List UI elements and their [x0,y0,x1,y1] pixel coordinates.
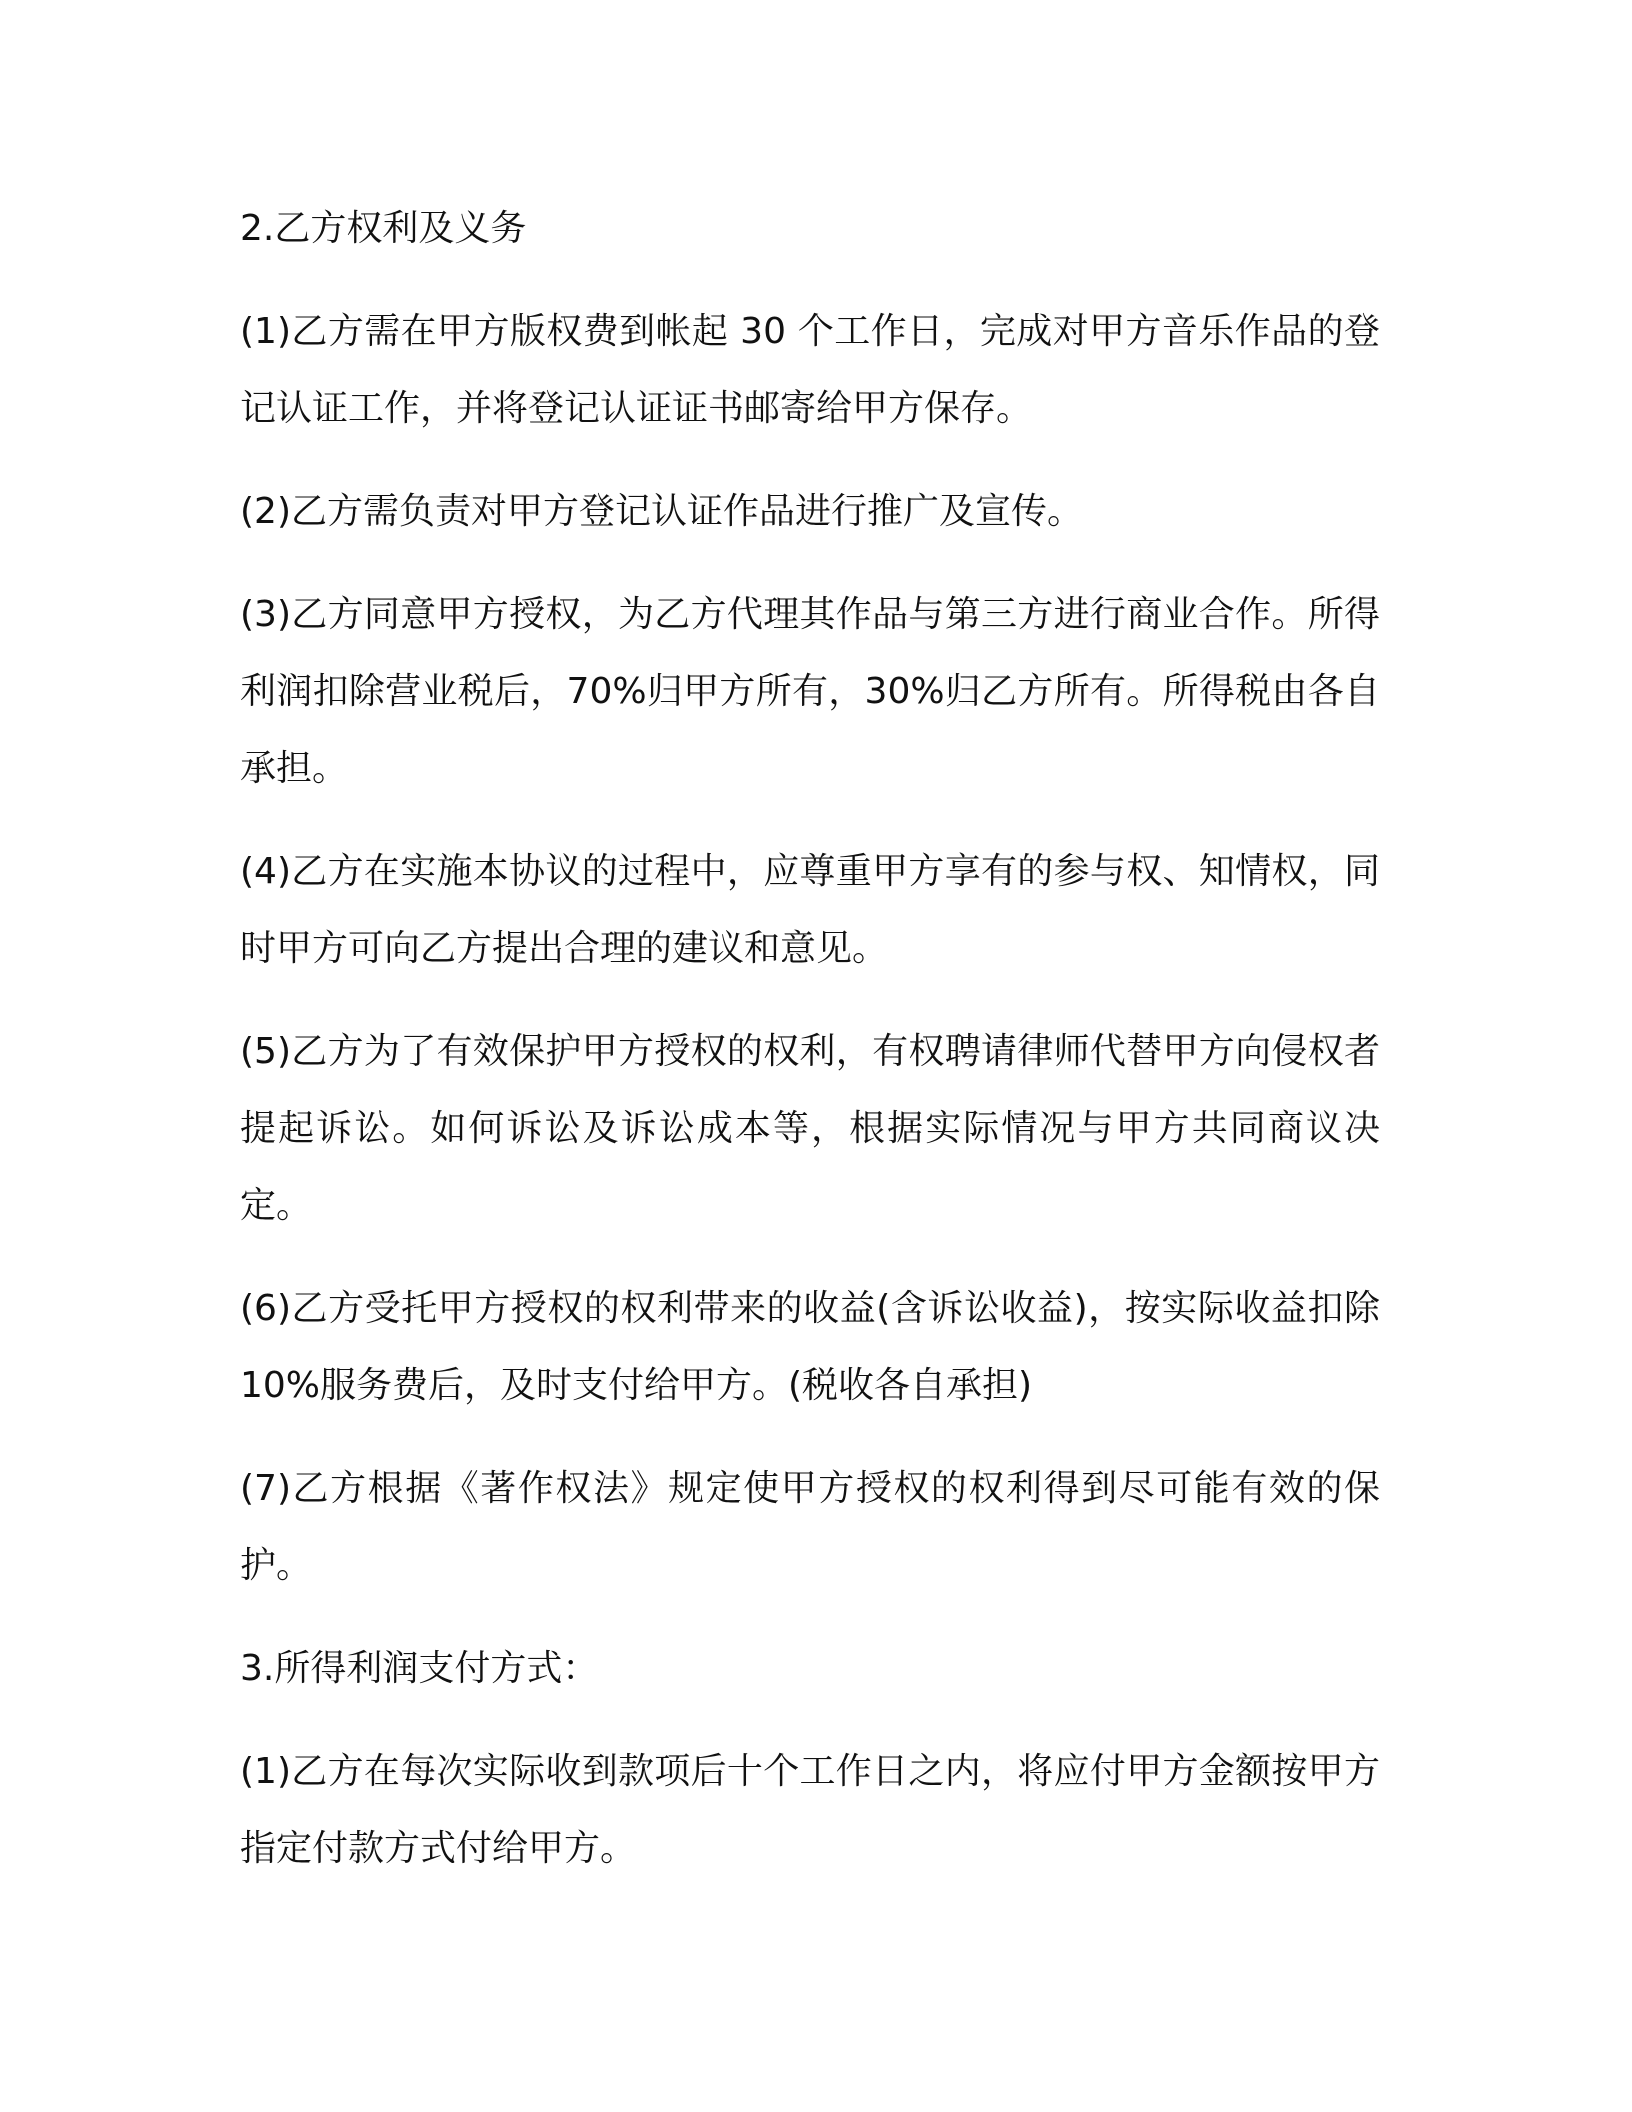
clause-paragraph: (2)乙方需负责对甲方登记认证作品进行推广及宣传。 [240,491,1083,532]
section-heading-payment: 3.所得利润支付方式： [240,1648,599,1689]
clause-paragraph: (1)乙方在每次实际收到款项后十个工作日之内，将应付甲方金额按甲方指定付款方式付给甲方。 [240,1751,1380,1869]
section-heading-rights: 2.乙方权利及义务 [240,208,527,249]
document-body [240,190,1380,1913]
clause-paragraph: (6)乙方受托甲方授权的权利带来的收益(含诉讼收益)，按实际收益扣除 10%服务费后，及时支付给甲方。(税收各自承担) [240,1288,1380,1406]
clause-paragraph: (5)乙方为了有效保护甲方授权的权利，有权聘请律师代替甲方向侵权者提起诉讼。如何诉讼及诉讼成本等，根据实际情况与甲方共同商议决定。 [240,1031,1380,1226]
clause-paragraph: (4)乙方在实施本协议的过程中，应尊重甲方享有的参与权、知情权，同时甲方可向乙方提出合理的建议和意见。 [240,851,1380,969]
clause-paragraph: (1)乙方需在甲方版权费到帐起 30 个工作日，完成对甲方音乐作品的登记认证工作，并将登记认证证书邮寄给甲方保存。 [240,311,1380,429]
clause-paragraph: (7)乙方根据《著作权法》规定使甲方授权的权利得到尽可能有效的保护。 [240,1468,1380,1586]
clause-paragraph: (3)乙方同意甲方授权，为乙方代理其作品与第三方进行商业合作。所得利润扣除营业税后，70%归甲方所有，30%归乙方所有。所得税由各自承担。 [240,594,1380,789]
